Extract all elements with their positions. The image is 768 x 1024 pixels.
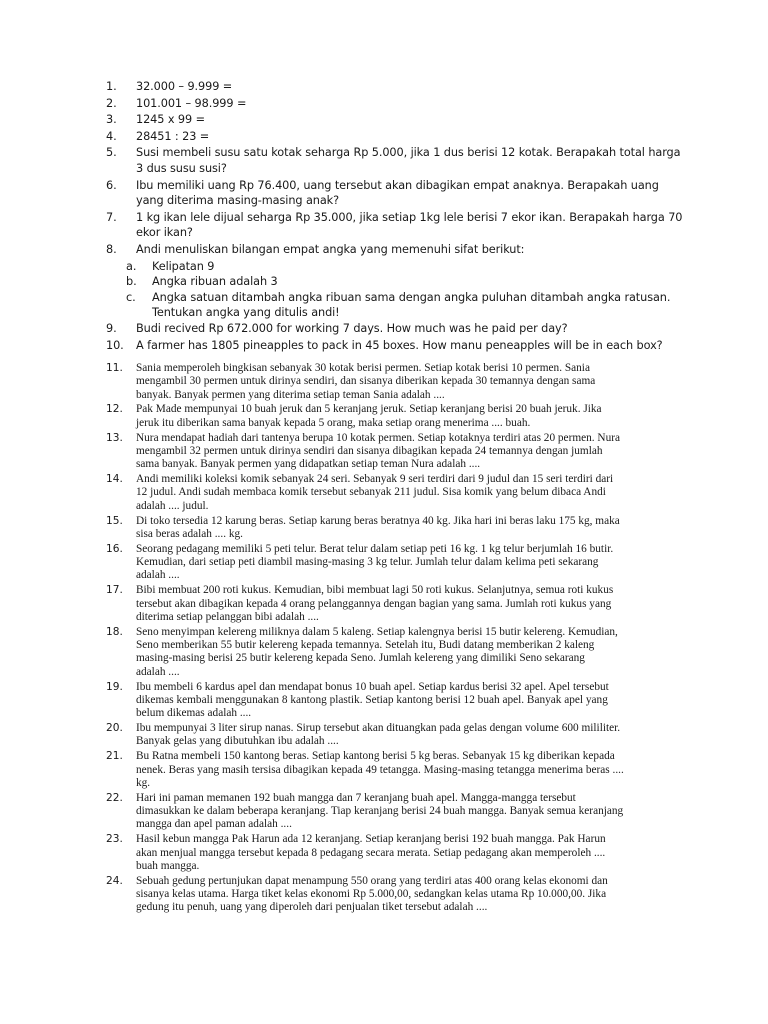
item-number: 11. <box>106 362 123 374</box>
item-number: 17. <box>106 584 123 597</box>
question-list-part-2 <box>106 362 706 916</box>
item-number: 7. <box>106 210 117 224</box>
item-text: Hasil kebun mangga Pak Harun ada 12 keranjang. Setiap keranjang berisi 192 buah mangga. Pak Harun akan menjual mangga tersebut kepada 8 pedagang secara merata. Setiap pedagang akan memperoleh .... buah mangga. <box>136 833 606 872</box>
list-item <box>106 792 706 832</box>
sub-item-letter: b. <box>126 275 137 289</box>
item-number: 4. <box>106 129 117 143</box>
item-text: Bu Ratna membeli 150 kantong beras. Setiap kantong berisi 5 kg beras. Sebanyak 15 kg diberikan kepada nenek. Beras yang masih tersisa dibagikan kepada 49 tetangga. Masing-masing tetangga menerima beras .... kg. <box>136 750 624 789</box>
item-text: Sania memperoleh bingkisan sebanyak 30 kotak berisi permen. Setiap kotak berisi 10 permen. Sania mengambil 30 permen untuk dirinya sendiri, dan sisanya diberikan kepada 30 temannya dengan sama banyak. Banyak permen yang diterima setiap teman Sania adalah .... <box>136 362 596 401</box>
item-number: 6. <box>106 178 117 192</box>
list-item <box>106 242 706 258</box>
question-list-part-1 <box>106 79 706 354</box>
sub-item-letter: c. <box>126 290 136 304</box>
sub-item-text: Angka satuan ditambah angka ribuan sama dengan angka puluhan ditambah angka ratusan. <box>152 290 671 304</box>
item-number: 21. <box>106 750 123 763</box>
sub-item-letter: a. <box>126 259 137 273</box>
list-item <box>106 129 706 145</box>
list-item <box>106 79 706 95</box>
item-number: 18. <box>106 625 123 638</box>
item-text: 1245 x 99 = <box>136 113 205 127</box>
list-item <box>106 112 706 128</box>
list-item <box>106 473 706 513</box>
list-item <box>106 750 706 790</box>
list-item <box>106 833 706 873</box>
item-text: Pak Made mempunyai 10 buah jeruk dan 5 keranjang jeruk. Setiap keranjang berisi 20 buah jeruk. Jika jeruk itu diberikan sama banyak kepada 5 orang, maka setiap orang menerima .... buah. <box>136 403 602 429</box>
item-text: Nura mendapat hadiah dari tantenya berupa 10 kotak permen. Setiap kotaknya terdiri atas 20 permen. Nura mengambil 32 permen untuk dirinya sendiri dan sisanya dibagikan kepada 24 temannya dengan jumlah sama banyak. Banyak permen yang didapatkan setiap teman Nura adalah .... <box>136 431 621 471</box>
item-text: 1 kg ikan lele dijual seharga Rp 35.000, jika setiap 1kg lele berisi 7 ekor ikan. Berapakah harga 70 ekor ikan? <box>136 210 683 240</box>
sub-list-item <box>106 274 706 290</box>
item-text: Hari ini paman memanen 192 buah mangga dan 7 keranjang buah apel. Mangga-mangga tersebut dimasukkan ke dalam beberapa keranjang. Tiap keranjang berisi 24 buah mangga. Banyak semua keranjang mangga dan apel paman adalah .... <box>136 791 624 831</box>
item-number: 20. <box>106 722 123 735</box>
item-text: Sebuah gedung pertunjukan dapat menampung 550 orang yang terdiri atas 400 orang kelas ekonomi dan sisanya kelas utama. Harga tiket kelas ekonomi Rp 5.000,00, sedangkan kelas utama Rp 10.000,00. Jika gedung itu penuh, uang yang diperoleh dari penjualan tiket tersebut adalah .... <box>136 874 608 914</box>
list-item <box>106 543 706 583</box>
list-item <box>106 321 706 337</box>
list-item <box>106 681 706 721</box>
item-text: 101.001 – 98.999 = <box>136 96 247 110</box>
list-item <box>106 584 706 624</box>
item-text: A farmer has 1805 pineapples to pack in 45 boxes. How manu peneapples will be in each box? <box>136 338 663 352</box>
item-text: 28451 : 23 = <box>136 129 210 143</box>
item-text: Andi memiliki koleksi komik sebanyak 24 seri. Sebanyak 9 seri terdiri dari 9 judul dan 15 seri terdiri dari 12 judul. Andi sudah membaca komik tersebut sebanyak 211 judul. Sisa komik yang belum dibaca Andi adalah .... judul. <box>136 473 614 512</box>
item-text: Ibu membeli 6 kardus apel dan mendapat bonus 10 buah apel. Setiap kardus berisi 32 apel. Apel tersebut dikemas kembali menggunakan 8 kantong plastik. Setiap kantong berisi 12 buah apel. Banyak apel yang belum dikemas adalah .... <box>136 680 609 720</box>
item-text: 32.000 – 9.999 = <box>136 80 233 93</box>
item-text: Seorang pedagang memiliki 5 peti telur. Berat telur dalam setiap peti 16 kg. 1 kg telur berjumlah 16 butir. Kemudian, dari setiap peti diambil masing-masing 3 kg telur. Jumlah telur dalam kelima peti sekarang adalah .... <box>136 542 614 582</box>
item-text: Andi menuliskan bilangan empat angka yang memenuhi sifat berikut: <box>136 242 525 256</box>
sub-list-item <box>106 259 706 275</box>
item-number: 3. <box>106 113 117 127</box>
list-item <box>106 338 706 354</box>
item-number: 22. <box>106 791 123 804</box>
sub-item-text: Angka ribuan adalah 3 <box>152 275 278 289</box>
sub-item-text: Kelipatan 9 <box>152 259 215 273</box>
sub-list <box>106 259 706 321</box>
item-text: Seno menyimpan kelereng miliknya dalam 5 kaleng. Setiap kalengnya berisi 15 butir kelereng. Kemudian, Seno memberikan 55 butir kelereng kepada temannya. Setelah itu, Budi datang memberikan 2 kaleng masing-masing berisi 25 butir kelereng kepada Seno. Jumlah kelereng yang dimiliki Seno sekarang adalah .... <box>136 625 618 678</box>
item-text: Ibu mempunyai 3 liter sirup nanas. Sirup tersebut akan dituangkan pada gelas dengan volume 600 mililiter. Banyak gelas yang dibutuhkan ibu adalah .... <box>136 722 621 748</box>
item-text: Di toko tersedia 12 karung beras. Setiap karung beras beratnya 40 kg. Jika hari ini beras laku 175 kg, maka sisa beras adalah .... kg. <box>136 514 620 540</box>
list-item <box>106 362 706 402</box>
list-item <box>106 178 706 209</box>
item-text: Bibi membuat 200 roti kukus. Kemudian, bibi membuat lagi 50 roti kukus. Selanjutnya, semua roti kukus tersebut akan dibagikan kepada 4 orang pelanggannya dengan bagian yang sama. Jumlah roti kukus yang diterima setiap pelanggan bibi adalah .... <box>136 584 614 623</box>
sub-list-item <box>106 290 706 306</box>
item-number: 14. <box>106 473 123 486</box>
item-text: Ibu memiliki uang Rp 76.400, uang tersebut akan dibagikan empat anaknya. Berapakah uang yang diterima masing-masing anak? <box>136 178 659 208</box>
list-item <box>106 145 706 176</box>
item-number: 23. <box>106 833 123 846</box>
list-item <box>106 515 706 542</box>
item-number: 24. <box>106 874 123 887</box>
item-number: 1. <box>106 80 117 93</box>
item-text: Budi recived Rp 672.000 for working 7 days. How much was he paid per day? <box>136 321 568 335</box>
list-item <box>106 96 706 112</box>
item-number: 15. <box>106 514 123 527</box>
item-instruction: Tentukan angka yang ditulis andi! <box>152 306 340 320</box>
item-number: 12. <box>106 403 123 416</box>
item-number: 8. <box>106 242 117 256</box>
item-number: 13. <box>106 431 123 444</box>
list-item <box>106 432 706 472</box>
list-item <box>106 875 706 915</box>
list-item <box>106 626 706 679</box>
list-item <box>106 403 706 430</box>
item-number: 16. <box>106 542 123 555</box>
item-text: Susi membeli susu satu kotak seharga Rp 5.000, jika 1 dus berisi 12 kotak. Berapakah total harga 3 dus susu susi? <box>136 146 681 175</box>
item-number: 9. <box>106 321 117 335</box>
item-number: 19. <box>106 680 123 693</box>
item-number: 2. <box>106 96 117 110</box>
list-item <box>106 210 706 241</box>
list-item <box>106 722 706 749</box>
item-number: 10. <box>106 338 124 352</box>
item-number: 5. <box>106 146 117 160</box>
